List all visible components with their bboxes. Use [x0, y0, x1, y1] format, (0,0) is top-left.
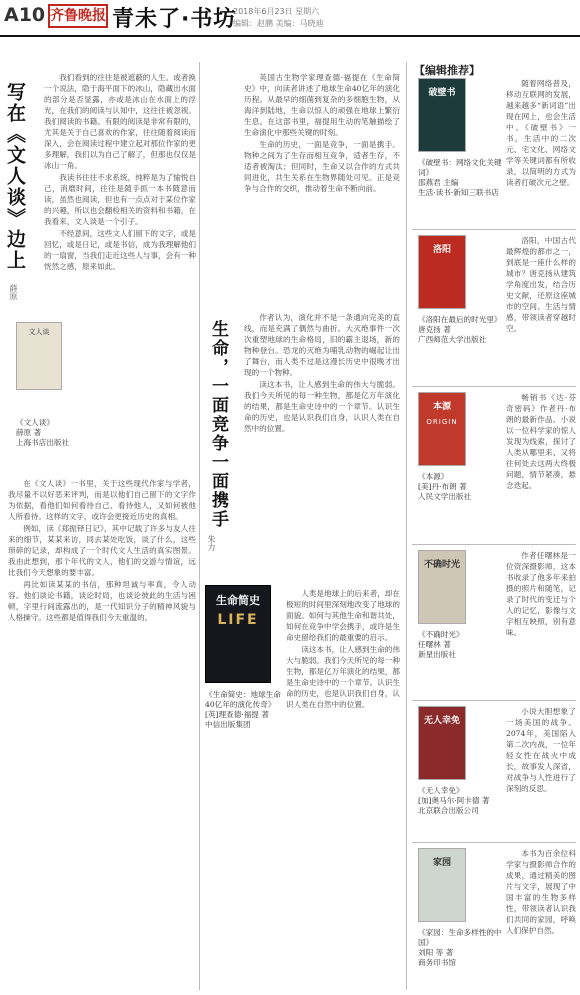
- recommend-caption-line: 生活·读书·新知三联书店: [418, 188, 499, 197]
- recommend-book-cover: [418, 706, 466, 780]
- recommend-book-cover-title: 不确时光: [423, 560, 460, 570]
- recommend-divider: [412, 229, 576, 230]
- recommend-caption-line: 《洛阳在最后的时光里》: [418, 315, 502, 324]
- article-1-title: 写在《文人谈》边上: [4, 82, 26, 271]
- article-2-column-top: [244, 72, 400, 302]
- book-caption-author: 薛原 著: [16, 428, 42, 437]
- paragraph: 畅销书《达·芬奇密码》作者丹·布朗的最新作品。小说以一位科学家的惊人发现为线索，探讨了人类从哪里来、又将往何处去这两大终极问题，情节紧凑，悬念迭起。: [506, 393, 576, 490]
- book-caption-publisher: 中信出版集团: [205, 720, 251, 729]
- book-cover-life: [205, 585, 271, 683]
- column-title: 青未了·书坊: [112, 7, 237, 32]
- book-caption-title: 《生命简史：地球生命40亿年的演化传奇》: [205, 690, 281, 709]
- paragraph: 生命的历史，一面是竞争，一面是携手。物种之间为了生存而相互竞争，适者生存，不适者被淘汰；但同时，生命又以合作的方式共同进化，共生关系在生物界随处可见。正是竞争与合作的交织，推动着生命不断向前。: [244, 140, 400, 193]
- newspaper-logo: 齐鲁晚报: [48, 4, 108, 28]
- editor-credits: 编辑：赵鹏 美编：马晓迪: [233, 19, 324, 28]
- paragraph: 英国古生物学家理查德·福提在《生命简史》中，向读者讲述了地球生命40亿年的演化历程。从最早的细菌到复杂的多细胞生物，从海洋到陆地，生命以惊人的顽强在地球上繁衍生息。在这部书里，福提用生动的笔触描绘了生命演化中那些关键的时刻。: [244, 73, 400, 137]
- article-2-column-bottom: [286, 588, 400, 988]
- recommend-caption-line: 《破壁书：网络文化关键词》: [418, 158, 502, 177]
- article-2-column-mid: [244, 312, 400, 580]
- recommend-book-caption: [418, 928, 502, 968]
- recommend-book-blurb: [506, 550, 576, 698]
- recommend-caption-line: [美]丹·布朗 著: [418, 482, 467, 491]
- recommend-heading: 【编辑推荐】: [414, 64, 480, 77]
- book-cover-subtitle: LIFE: [217, 612, 259, 628]
- recommend-caption-line: 任曙林 著: [418, 640, 451, 649]
- book-caption-title: 《文人谈》: [16, 418, 54, 427]
- recommend-book-cover: [418, 78, 466, 152]
- recommend-caption-line: [加]奥马尔·阿卡德 著: [418, 796, 490, 805]
- book-cover-wenrentan: [16, 322, 62, 390]
- article-1-column-bottom: [8, 478, 196, 988]
- recommend-book-cover-subtitle: ORIGIN: [426, 418, 458, 426]
- paragraph: 再比如读某某的书信，那种坦诚与率真，令人动容。他们谈论书籍，谈论时局，也谈论彼此的生活与困顿，字里行间流露出的，是一代知识分子的精神风貌与人格操守。这些都是值得我们今天重温的。: [8, 580, 196, 622]
- recommend-caption-line: 《本源》: [418, 472, 449, 481]
- recommend-book-cover: [418, 848, 466, 922]
- paragraph: 人类是地球上的后来者，却在极短的时间里深刻地改变了地球的面貌。如何与其他生命和谐共处，如何在竞争中学会携手，或许是生命史留给我们的最重要的启示。: [286, 589, 400, 642]
- recommend-book-blurb: [506, 848, 576, 982]
- recommend-book-caption: [418, 630, 502, 660]
- recommend-book-blurb: [506, 706, 576, 840]
- column-divider: [406, 62, 407, 990]
- recommend-caption-line: 新星出版社: [418, 650, 456, 659]
- paragraph: 小说大胆想象了一场美国的战争。2074年，美国陷入第二次内战，一位年轻女性在战火中成长，故事发人深省，对战争与人性进行了深刻的反思。: [506, 707, 576, 793]
- recommend-book-cover-title: 家园: [432, 858, 451, 868]
- recommend-caption-line: 邵燕君 主编: [418, 178, 459, 187]
- paragraph: 读这本书，让人感到生命的伟大与脆弱。我们今天所见的每一种生物，都是亿万年演化的结果，都是生命史诗中的一个章节。认识生命的历史，也是认识我们自身，认识人类在自然中的位置。: [244, 380, 400, 433]
- recommend-book-cover: [418, 392, 466, 466]
- book-cover-title: 文人谈: [28, 328, 50, 336]
- recommend-book-cover-title: 无人幸免: [423, 716, 460, 726]
- recommend-divider: [412, 842, 576, 843]
- recommend-divider: [412, 544, 576, 545]
- recommend-divider: [412, 700, 576, 701]
- recommend-caption-line: 唐克扬 著: [418, 325, 451, 334]
- recommend-book-blurb: [506, 78, 576, 227]
- paragraph: 作者任曙林是一位资深摄影师，这本书收录了他多年来拍摄的照片和随笔，记录了时代的变迁与个人的记忆，影像与文字相互映照，别有意味。: [506, 551, 576, 637]
- book-cover-title: 生命简史: [216, 594, 260, 607]
- paragraph: 例如，读《郑振铎日记》，其中记载了许多与友人往来的细节，某某来访，同去某处吃饭，谈了什么，这些琐碎的记录，却构成了一个时代文人生活的真实图景。我由此想到，那个年代的文人，他们的交游与情谊，远比我们今天想象的要丰富。: [8, 524, 196, 577]
- recommend-caption-line: 广西师范大学出版社: [418, 335, 487, 344]
- recommend-book-caption: [418, 315, 502, 345]
- paragraph: 读这本书，让人感到生命的伟大与脆弱。我们今天所见的每一种生物，都是亿万年演化的结果，都是生命史诗中的一个章节。认识生命的历史，也是认识我们自身，认识人类在自然中的位置。: [286, 645, 400, 709]
- recommend-book-caption: [418, 158, 502, 198]
- column-divider: [199, 62, 200, 990]
- recommend-caption-line: 《家园：生命多样性的中国》: [418, 928, 502, 947]
- recommend-caption-line: 商务印书馆: [418, 958, 456, 967]
- recommend-book-caption: [418, 472, 502, 502]
- issue-date: 2018年6月23日 星期六: [233, 7, 320, 16]
- book-caption-publisher: 上海书店出版社: [16, 438, 70, 447]
- recommend-book-blurb: [506, 392, 576, 542]
- recommend-caption-line: 《不确时光》: [418, 630, 464, 639]
- page-number: A10: [4, 4, 46, 26]
- book-caption: [16, 418, 96, 448]
- recommend-book-cover: [418, 235, 466, 309]
- article-1-column-top: [44, 72, 196, 470]
- paragraph: 不经意间，这些文人们留下的文字，或是回忆，或是日记，或是书信，成为我理解他们的一扇窗，当我们走近这些人与事，会有一种恍然之感，原来如此。: [44, 229, 196, 271]
- header-rule: [0, 35, 580, 37]
- paragraph: 本书为百余位科学家与摄影师合作的成果，通过精美的图片与文字，展现了中国丰富的生物多样性，带领读者认识我们共同的家园，呼唤人们保护自然。: [506, 849, 576, 935]
- article-1-author: 薛原: [9, 284, 18, 300]
- recommend-book-cover-title: 破壁书: [428, 88, 456, 98]
- recommend-book-cover-title: 洛阳: [432, 245, 451, 255]
- article-2-author: 朱力: [207, 535, 216, 551]
- recommend-divider: [412, 386, 576, 387]
- recommend-caption-line: 刘阳 等 著: [418, 948, 454, 957]
- paragraph: 我们看到的往往是被遮蔽的人生。或者换一个说法，隐于海平面下的冰山，隐藏出水面的部分是否显露，亦或是冰山在水面上的浮光，在我们的阅读与认知中，这往往被忽视。我们阅读的书籍、有限的阅读是非常有限的，尤其是关于自己喜欢的作家，往往随着阅读而深入，会在阅读过程中建立起对那位作家的更多理解，我们以为自己了解了，但那也仅仅是冰山一角。: [44, 73, 196, 170]
- recommend-caption-line: 北京联合出版公司: [418, 806, 479, 815]
- recommend-caption-line: 《无人幸免》: [418, 786, 464, 795]
- book-caption-author: [英]理查德·福提 著: [205, 710, 269, 719]
- paragraph: 洛阳，中国古代最辉煌的都市之一，到底是一座什么样的城市？唐克扬从建筑学角度出发，结合历史文献，还原这座城市的空间、生活与情感，带领读者穿越时空。: [506, 236, 576, 333]
- paragraph: 在《文人谈》一书里，关于这些现代作家与学者，我尽量不以好恶来评判，而是以他们自己留下的文字作为依据，看他们如何看待自己、看待他人，又如何被他人所看待。这样的文字，或许会更接近历史的真相。: [8, 479, 196, 521]
- recommend-book-cover-title: 本源: [432, 402, 451, 412]
- recommend-book-caption: [418, 786, 502, 816]
- recommend-book-blurb: [506, 235, 576, 384]
- article-2-title: 生命，一面竞争一面携手: [208, 320, 228, 529]
- paragraph: 作者认为，演化并不是一条通向完美的直线，而是充满了偶然与曲折。大灭绝事件一次次重塑地球的生命格局，旧的霸主退场，新的物种登台。恐龙的灭绝为哺乳动物的崛起让出了舞台，而人类不过是这漫长历史中很晚才出现的一个物种。: [244, 313, 400, 377]
- recommend-caption-line: 人民文学出版社: [418, 492, 472, 501]
- book-caption: [205, 690, 281, 730]
- recommend-book-cover: [418, 550, 466, 624]
- paragraph: 我读书往往不求系统，纯粹是为了愉悦自己，消磨时间，往往是随手抓一本书随意而读，虽然也阅读，但也有一点点对于某位作家的兴趣，所以也会翻检相关的资料和书籍，在我看来，文人谈是一个引子。: [44, 173, 196, 226]
- paragraph: 随着网络普及，移动互联网的发展，越来越多“新词语”出现在网上，也会生活中。《破壁书》一书，生活中的二次元、宅文化、网络文学等关键词都有所收录，以简明的方式为读者打破次元之壁。: [506, 79, 576, 187]
